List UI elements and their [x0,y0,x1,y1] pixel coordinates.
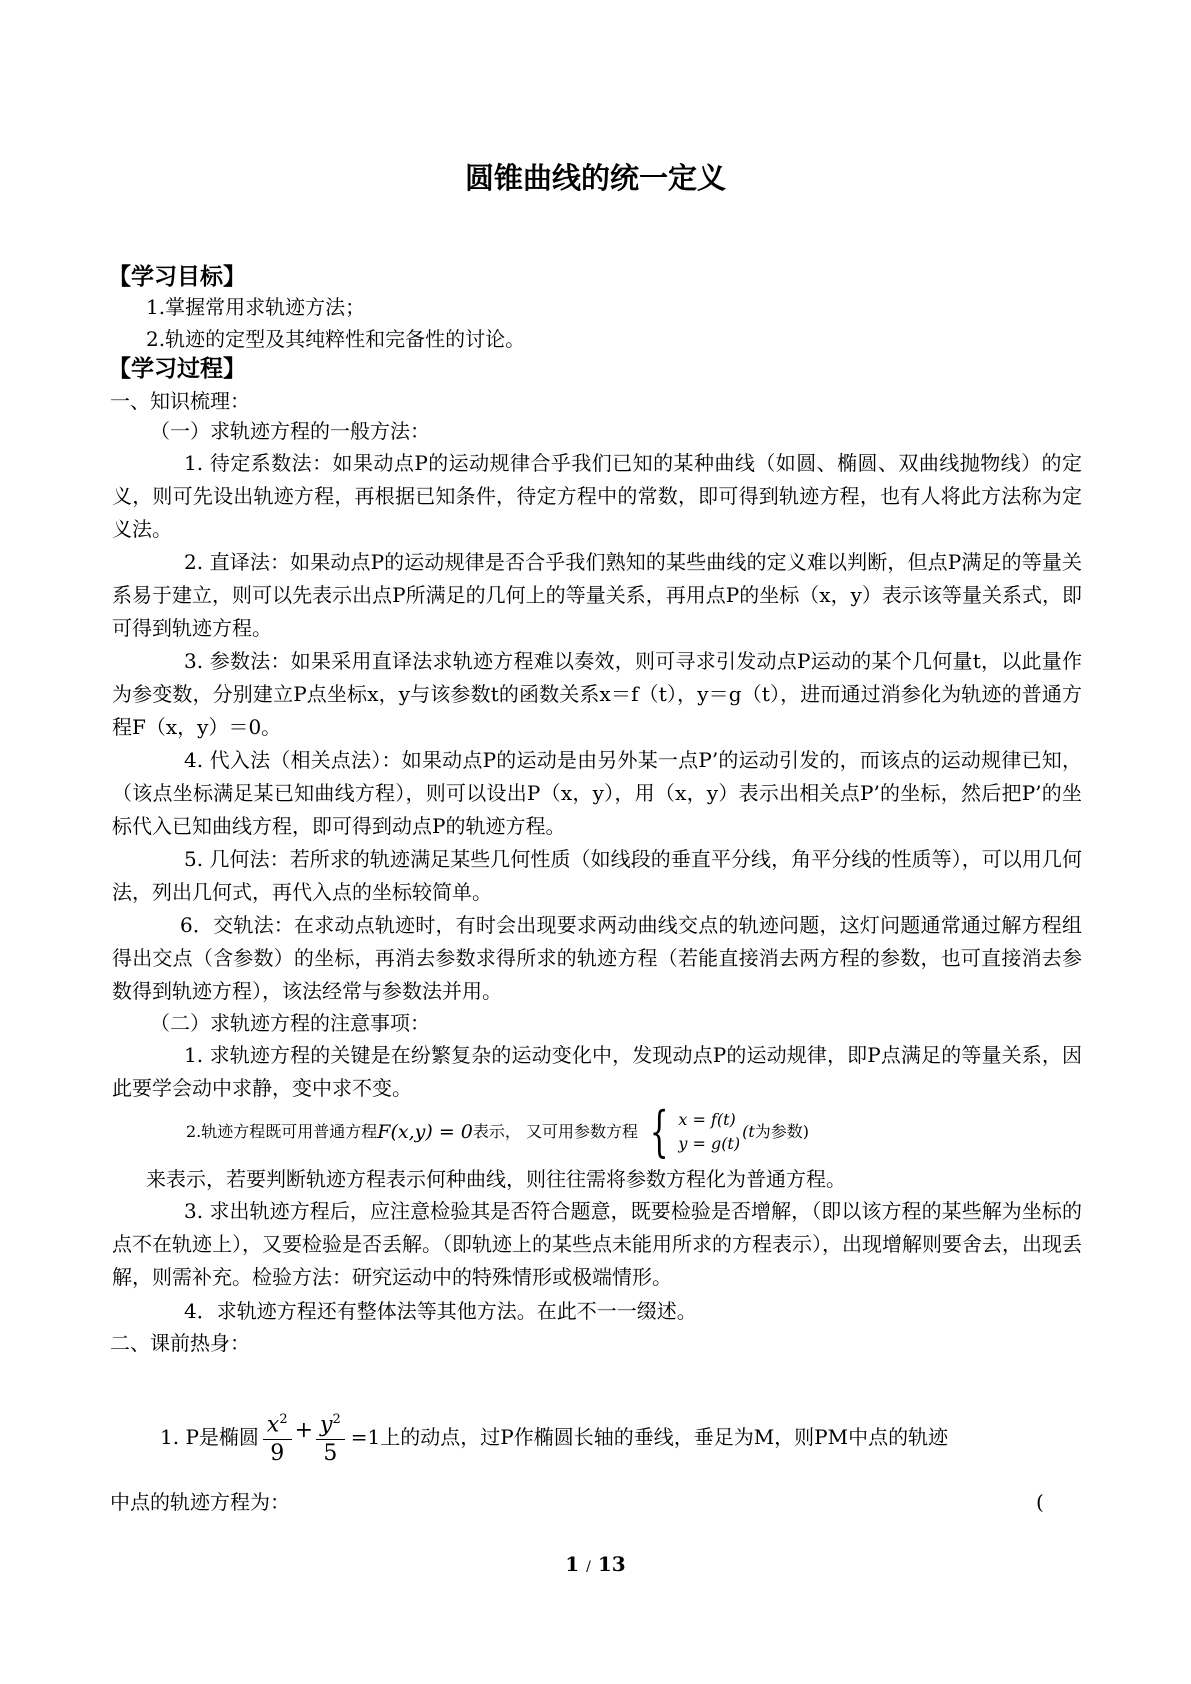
part-knowledge: 一、知识梳理： [110,389,250,413]
objective-item-2: 2.轨迹的定型及其纯粹性和完备性的讨论。 [146,327,526,351]
answer-paren: ( [1036,1490,1044,1514]
frac1-denominator: 9 [270,1441,285,1467]
method-5: 5. 几何法：若所求的轨迹满足某些几何性质（如线段的垂直平分线，角平分线的性质等），可以用几何法，列出几何式，再代入点的坐标较简单。 [112,847,1082,904]
question-1-line-2: 中点的轨迹方程为： [110,1490,290,1514]
question-1 [160,1397,948,1477]
heading-objectives: 【学习目标】 [108,264,246,290]
note-2-prefix: 2.轨迹方程既可用普通方程 [186,1122,378,1141]
general-equation: F(x,y) = 0 [377,1121,473,1143]
page-separator: / [586,1559,591,1575]
frac2-denominator: 5 [323,1441,338,1467]
note-4: 4．求轨迹方程还有整体法等其他方法。在此不一一缀述。 [184,1299,697,1323]
parametric-system [678,1108,740,1156]
plus-sign: + [294,1418,314,1443]
heading-process: 【学习过程】 [108,356,246,382]
note-3: 3. 求出轨迹方程后，应注意检验其是否符合题意，既要检验是否增解，（即以该方程的某些解为坐标的点不在轨迹上），又要检验是否丢解。（即轨迹上的某些点未能用所求的方程表示），出现增解则要舍去，出现丢解，则需补充。检验方法：研究运动中的特殊情形或极端情形。 [112,1199,1082,1289]
note-2-continued: 来表示，若要判断轨迹方程表示何种曲线，则往往需将参数方程化为普通方程。 [146,1167,846,1191]
frac2-numerator: y [320,1412,333,1438]
page-total: 13 [597,1552,626,1576]
parametric-eq-y: y = g(t) [678,1134,741,1153]
fraction-y2-5: $\frac{y^2}{5}$ [316,1406,345,1468]
method-1: 1. 待定系数法：如果动点P的运动规律合乎我们已知的某种曲线（如圆、椭圆、双曲线抛物线）的定义，则可先设出轨迹方程，再根据已知条件，待定方程中的常数，即可得到轨迹方程，也有人将此方法称为定义法。 [112,451,1082,541]
page-number [0,1548,1191,1583]
part-warmup: 二、课前热身： [110,1331,250,1355]
method-3: 3. 参数法：如果采用直译法求轨迹方程难以奏效，则可寻求引发动点P运动的某个几何量t，以此量作为参变数，分别建立P点坐标x，y与该参数t的函数关系x＝f（t），y＝g（t），进而通过消参化为轨迹的普通方程F（x，y）＝0。 [112,649,1082,739]
method-6: 6．交轨法：在求动点轨迹时，有时会出现要求两动曲线交点的轨迹问题，这灯问题通常通过解方程组得出交点（含参数）的坐标，再消去参数求得所求的轨迹方程（若能直接消去两方程的参数，也可直接消去参数得到轨迹方程），该法经常与参数法并用。 [112,913,1082,1003]
objective-item-1: 1.掌握常用求轨迹方法； [146,295,366,319]
note-2-mid: 表示， 又可用参数方程 [472,1122,638,1141]
method-4: 4. 代入法（相关点法）：如果动点P的运动是由另外某一点P’的运动引发的，而该点的运动规律已知，（该点坐标满足某已知曲线方程），则可以设出P（x，y），用（x，y）表示出相关点P’的坐标，然后把P’的坐标代入已知曲线方程，即可得到动点P的轨迹方程。 [112,748,1082,838]
parametric-eq-x: x = f(t) [678,1110,736,1129]
page-title: 圆锥曲线的统一定义 [464,161,726,195]
question-1-suffix: =1上的动点，过P作椭圆长轴的垂线，垂足为M，则PM中点的轨迹 [350,1425,949,1449]
page-current: 1 [565,1552,580,1576]
question-1-prefix: 1. P是椭圆 [160,1425,259,1449]
left-brace-icon: { [649,1100,669,1163]
sub-general-methods: （一）求轨迹方程的一般方法： [150,419,430,443]
fraction-x2-9: $\frac{x^2}{9}$ [263,1406,292,1468]
param-t: (t [742,1122,755,1141]
param-note: 为参数) [754,1122,810,1141]
sub-notes: （二）求轨迹方程的注意事项： [150,1011,430,1035]
note-1: 1. 求轨迹方程的关键是在纷繁复杂的运动变化中，发现动点P的运动规律，即P点满足的等量关系，因此要学会动中求静，变中求不变。 [112,1043,1082,1100]
method-2: 2. 直译法：如果动点P的运动规律是否合乎我们熟知的某些曲线的定义难以判断，但点P满足的等量关系易于建立，则可以先表示出点P所满足的几何上的等量关系，再用点P的坐标（x，y）表示该等量关系式，即可得到轨迹方程。 [112,550,1082,640]
frac1-numerator: x [266,1412,280,1438]
note-2-formula [186,1100,810,1163]
